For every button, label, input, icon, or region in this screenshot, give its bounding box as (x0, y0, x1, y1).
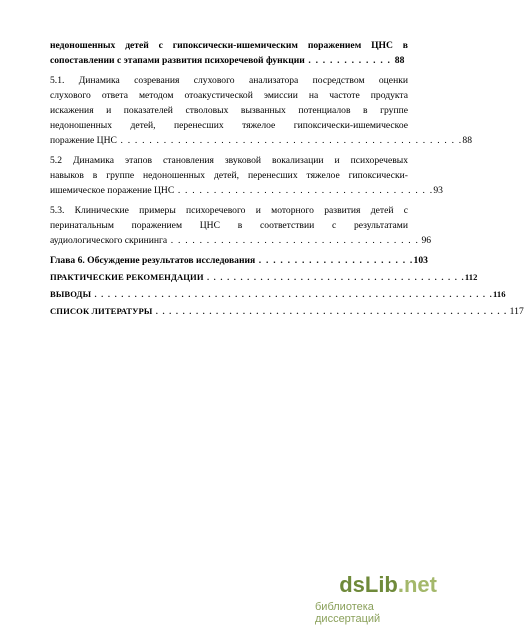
toc-text: поражение ЦНС (50, 135, 117, 146)
toc-entry-recommendations (50, 270, 478, 285)
toc-entry-chapter6 (50, 253, 428, 268)
toc-line: 5.3. Клинические примеры психоречевого и моторного развития детей с (50, 205, 408, 216)
toc-line: 5.1. Динамика созревания слухового анализатора посредством оценки (50, 75, 408, 86)
toc-page-number: 88 (394, 55, 405, 66)
toc-line (50, 287, 506, 302)
toc-line: 5.2 Динамика этапов становления звуковой вокализации и психоречевых (50, 155, 408, 166)
toc-entry-5-1 (50, 73, 472, 148)
toc-line (50, 270, 478, 285)
table-of-contents (50, 38, 524, 324)
toc-entry-5-3 (50, 203, 432, 248)
toc-page-number: 88 (462, 135, 472, 146)
toc-line: недоношенных детей, перенесших тяжелое гипоксически-ишемическое (50, 120, 408, 131)
toc-entry-references (50, 304, 524, 319)
toc-line: перинатальным поражением ЦНС в соответствии с результатами (50, 220, 408, 231)
toc-dots: . . . . . . . . . . . . . . . . . . . . . . . . . . . . . . . . . . . . . . . . . . . . . . . . . . . . . . . . . . . . (91, 289, 493, 299)
toc-entry-conclusions (50, 287, 506, 302)
toc-text: ВЫВОДЫ (50, 289, 92, 299)
toc-line (50, 53, 408, 68)
toc-text: ПРАКТИЧЕСКИЕ РЕКОМЕНДАЦИИ (50, 272, 204, 282)
dslib-watermark (315, 572, 445, 625)
toc-line: искажения и показателей стволовых вызванных потенциалов в группе (50, 105, 408, 116)
toc-line (50, 183, 443, 198)
toc-text: СПИСОК ЛИТЕРАТУРЫ (50, 306, 153, 316)
toc-dots: . . . . . . . . . . . . . . . . . . . . . . . . . . . . . . . . . . . . . . . . . . . . . . . . (116, 135, 463, 146)
watermark-subtitle: библиотека диссертаций (315, 601, 381, 625)
toc-line: слухового ответа методом отоакустической эмиссии на частоте продукта (50, 90, 408, 101)
logo-tld-text: .net (397, 572, 437, 597)
dslib-logo (339, 572, 437, 598)
toc-line: навыков в группе недоношенных детей, перенесших тяжелое гипоксически- (50, 170, 408, 181)
toc-entry-chapter5-continued (50, 38, 408, 68)
toc-line (50, 233, 432, 248)
toc-dots: . . . . . . . . . . . . . . . . . . . . . . . . . . . . . . . . . . . (167, 235, 420, 246)
toc-page-number: 117 (509, 306, 524, 317)
toc-dots: . . . . . . . . . . . . . . . . . . . . . . . . . . . . . . . . . . . . (174, 185, 434, 196)
toc-page-number: 112 (464, 272, 478, 282)
toc-line: недоношенных детей с гипоксически-ишемическим поражением ЦНС в (50, 40, 408, 51)
toc-dots: . . . . . . . . . . . . . . . . . . . . . . (255, 255, 414, 266)
toc-line (50, 304, 524, 319)
toc-page-number: 116 (492, 289, 506, 299)
toc-text: Глава 6. Обсуждение результатов исследования (50, 255, 256, 266)
logo-main-text: dsLib (339, 572, 398, 597)
toc-text: ишемическое поражение ЦНС (50, 185, 175, 196)
toc-text: аудиологического скрининга (50, 235, 168, 246)
toc-text: сопоставлении с этапами развития психоречевой функции (50, 55, 305, 66)
toc-page-number: 96 (421, 235, 432, 246)
toc-dots: . . . . . . . . . . . . . . . . . . . . . . . . . . . . . . . . . . . . . . . (203, 272, 465, 282)
toc-entry-5-2 (50, 153, 443, 198)
toc-page-number: 103 (413, 255, 428, 266)
toc-page-number: 93 (433, 185, 443, 196)
toc-dots: . . . . . . . . . . . . . . . . . . . . . . . . . . . . . . . . . . . . . . . . . . . . . . . . . . . . . (152, 306, 508, 316)
toc-dots: . . . . . . . . . . . . (304, 55, 395, 66)
toc-line (50, 133, 472, 148)
toc-line (50, 253, 428, 268)
